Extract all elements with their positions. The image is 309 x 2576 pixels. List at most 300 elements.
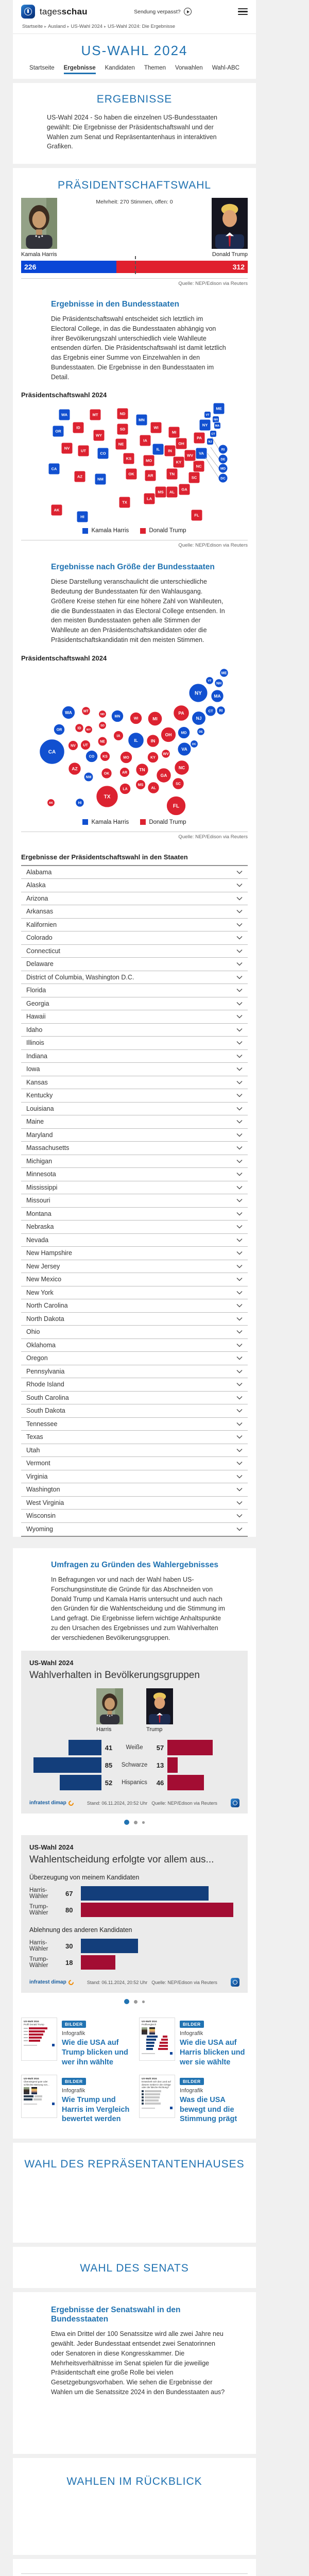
svg-text:ME: ME xyxy=(221,671,227,675)
svg-text:HI: HI xyxy=(80,514,84,519)
svg-text:ME: ME xyxy=(216,406,222,411)
map-state-AZ[interactable] xyxy=(74,471,85,482)
bubble-state-WA[interactable] xyxy=(62,706,75,719)
state-accordion-row[interactable]: Rhode Island xyxy=(21,1378,248,1392)
map-state-VA[interactable] xyxy=(196,448,207,459)
missed-show-link[interactable] xyxy=(134,8,191,15)
svg-text:OH: OH xyxy=(165,732,172,737)
teaser-title: Wie Trump und Harris im Vergleich bewertet werden xyxy=(62,2095,130,2124)
bubble-state-NY[interactable] xyxy=(189,683,208,702)
bubble-state-NV[interactable] xyxy=(68,740,78,750)
map-state-GA[interactable] xyxy=(179,484,190,495)
chevron-down-icon xyxy=(236,949,243,953)
missed-show-label: Sendung verpasst? xyxy=(134,8,181,15)
svg-text:RI: RI xyxy=(219,709,223,713)
breadcrumb-separator-icon: ▸ xyxy=(104,24,106,29)
map-state-ID[interactable] xyxy=(73,422,84,433)
map-state-AR[interactable] xyxy=(145,470,156,481)
state-accordion-row[interactable]: Illinois xyxy=(21,1037,248,1050)
bubble-state-OH[interactable] xyxy=(161,727,176,742)
teaser-kicker: Infografik xyxy=(62,2087,85,2094)
svg-text:IN: IN xyxy=(150,738,156,743)
map-state-AK[interactable] xyxy=(51,504,62,516)
chevron-down-icon xyxy=(236,909,243,913)
state-accordion-row[interactable]: District of Columbia, Washington D.C. xyxy=(21,971,248,985)
tab[interactable]: Themen xyxy=(144,65,166,71)
tab[interactable]: Startseite xyxy=(29,65,55,71)
map-state-NE[interactable] xyxy=(115,438,127,450)
map-state-SD[interactable] xyxy=(117,423,128,435)
map-state-WV[interactable] xyxy=(184,450,196,461)
legend-item: Kamala Harris xyxy=(82,528,129,534)
svg-text:TX: TX xyxy=(122,500,127,505)
svg-text:ID: ID xyxy=(76,425,80,430)
harris-name: Kamala Harris xyxy=(21,251,57,258)
map-state-CO[interactable] xyxy=(97,448,109,459)
chart-source: Quelle: NEP/Edison via Reuters xyxy=(151,1979,217,1985)
svg-text:VA: VA xyxy=(199,451,204,456)
teaser-card[interactable] xyxy=(21,2075,130,2125)
svg-text:WV: WV xyxy=(186,453,194,458)
chevron-down-icon xyxy=(236,1291,243,1295)
state-accordion-row[interactable]: New Hampshire xyxy=(21,1247,248,1260)
state-accordion-row[interactable]: Iowa xyxy=(21,1063,248,1076)
bubble-state-TX[interactable] xyxy=(96,785,118,807)
tab[interactable]: Wahl-ABC xyxy=(212,65,239,71)
page xyxy=(13,0,256,2576)
bubble-state-ID[interactable] xyxy=(75,723,83,732)
carousel-dot[interactable] xyxy=(142,1821,145,1824)
svg-text:MD: MD xyxy=(181,731,187,735)
trump-name: Donald Trump xyxy=(212,251,248,258)
state-accordion-row[interactable]: Kentucky xyxy=(21,1089,248,1103)
state-accordion-row[interactable]: Montana xyxy=(21,1208,248,1221)
chevron-down-icon xyxy=(236,1396,243,1400)
state-accordion-row[interactable]: Idaho xyxy=(21,1024,248,1037)
teaser-kicker: Infografik xyxy=(180,2030,203,2037)
bubble-state-NJ[interactable] xyxy=(192,711,206,725)
state-accordion-row[interactable]: Florida xyxy=(21,984,248,997)
state-accordion-row[interactable]: South Dakota xyxy=(21,1404,248,1418)
demographics-rows xyxy=(29,1739,239,1791)
carousel-dot[interactable] xyxy=(134,2000,138,2004)
chevron-down-icon xyxy=(236,1356,243,1360)
svg-text:SC: SC xyxy=(176,782,181,786)
trump-mini-photo xyxy=(149,2027,155,2035)
bubble-state-NC[interactable] xyxy=(175,760,189,774)
bubble-state-HI[interactable] xyxy=(76,798,84,806)
bubble-state-KS[interactable] xyxy=(100,751,110,761)
carousel-dot[interactable] xyxy=(134,1821,138,1824)
state-accordion-row[interactable]: Hawaii xyxy=(21,1010,248,1024)
map-state-LA[interactable] xyxy=(144,493,155,504)
state-accordion-row[interactable]: Missouri xyxy=(21,1194,248,1208)
bubble-state-MT[interactable] xyxy=(82,706,90,715)
svg-text:NH: NH xyxy=(214,418,218,422)
state-accordion-row[interactable]: Oregon xyxy=(21,1352,248,1365)
state-accordion-row[interactable]: Michigan xyxy=(21,1155,248,1168)
map-state-SC[interactable] xyxy=(188,472,200,483)
state-accordion-row[interactable]: Mississippi xyxy=(21,1181,248,1195)
bubble-state-SC[interactable] xyxy=(173,777,184,789)
carousel-dot[interactable] xyxy=(142,2001,145,2003)
bubble-state-OR[interactable] xyxy=(54,724,64,735)
bubble-state-AR[interactable] xyxy=(119,767,129,777)
breadcrumb-item[interactable]: Startseite ▸ xyxy=(22,24,47,29)
bubble-state-IL[interactable] xyxy=(128,732,144,748)
tagesschau-logo-icon[interactable] xyxy=(21,5,35,19)
svg-text:AZ: AZ xyxy=(72,766,78,771)
state-accordion-row[interactable]: West Virginia xyxy=(21,1497,248,1510)
bubble-state-DC[interactable] xyxy=(191,740,198,748)
state-accordion-row[interactable]: Oklahoma xyxy=(21,1339,248,1352)
bubble-state-CT[interactable] xyxy=(205,705,216,716)
chevron-down-icon xyxy=(236,1133,243,1137)
svg-text:MI: MI xyxy=(152,716,158,721)
map-state-FL[interactable] xyxy=(191,510,202,521)
legend-swatch xyxy=(140,819,146,825)
state-accordion-row[interactable]: North Dakota xyxy=(21,1313,248,1326)
play-icon[interactable] xyxy=(184,8,192,15)
map-state-NM[interactable] xyxy=(95,473,106,485)
reasons-chart xyxy=(21,1835,248,1993)
map-state-CA[interactable] xyxy=(48,463,60,474)
chevron-down-icon xyxy=(236,1435,243,1439)
bubble-state-MO[interactable] xyxy=(120,751,132,763)
state-accordion-row[interactable]: Wisconsin xyxy=(21,1510,248,1523)
svg-text:TX: TX xyxy=(104,794,111,800)
state-accordion-row[interactable]: Virginia xyxy=(21,1470,248,1484)
teaser-card[interactable] xyxy=(21,2018,130,2067)
bubble-state-KY[interactable] xyxy=(147,752,158,762)
senate-card xyxy=(13,2247,256,2288)
teaser-title: Was die USA bewegt und die Stimmung prägt xyxy=(180,2095,237,2124)
svg-text:CO: CO xyxy=(100,451,106,456)
svg-text:NV: NV xyxy=(71,744,76,748)
breadcrumb-separator-icon: ▸ xyxy=(44,24,47,29)
presidential-card xyxy=(13,168,256,1537)
bubble-state-SD[interactable] xyxy=(99,721,107,729)
map-state-VT[interactable] xyxy=(204,412,211,418)
ard-logo-icon xyxy=(231,1978,239,1987)
bubble-state-VA[interactable] xyxy=(178,742,191,755)
teaser-card[interactable] xyxy=(139,2018,248,2067)
map-state-MA[interactable] xyxy=(214,422,221,429)
bubble-state-IA[interactable] xyxy=(113,731,123,740)
demographics-row: 52 Hispanics 46 xyxy=(29,1774,239,1791)
bubble-state-CA[interactable] xyxy=(40,739,64,764)
tagesschau-wordmark[interactable] xyxy=(40,7,88,17)
bubble-state-DE[interactable] xyxy=(197,727,205,735)
map-state-OH[interactable] xyxy=(176,438,187,449)
chevron-down-icon xyxy=(236,923,243,927)
us-states-map xyxy=(13,399,256,526)
teaser-kicker: Infografik xyxy=(62,2030,85,2037)
bubble-state-WI[interactable] xyxy=(130,712,142,724)
bubble-state-IN[interactable] xyxy=(147,734,159,747)
svg-text:IA: IA xyxy=(143,438,147,443)
svg-text:WA: WA xyxy=(65,709,72,715)
state-accordion-row[interactable]: Nebraska xyxy=(21,1221,248,1234)
bubble-state-VT[interactable] xyxy=(206,676,214,684)
bubble-state-AZ[interactable] xyxy=(68,762,81,774)
map-state-RI[interactable] xyxy=(212,437,228,454)
bubble-state-UT[interactable] xyxy=(80,740,90,750)
state-accordion-row[interactable]: Kalifornien xyxy=(21,919,248,932)
tab[interactable]: Kandidaten xyxy=(105,65,135,71)
footer-accordion xyxy=(21,2573,248,2576)
state-accordion-row[interactable]: North Carolina xyxy=(21,1299,248,1313)
svg-text:OK: OK xyxy=(128,471,134,477)
chevron-down-icon xyxy=(236,1369,243,1374)
tab[interactable]: Ergebnisse xyxy=(64,65,96,74)
map-state-WY[interactable] xyxy=(93,430,105,441)
bubble-state-WV[interactable] xyxy=(162,749,170,757)
map-state-WI[interactable] xyxy=(150,422,162,433)
state-accordion-row[interactable]: Tennessee xyxy=(21,1418,248,1431)
state-accordion-row[interactable]: Utah xyxy=(21,1444,248,1458)
map-state-NH[interactable] xyxy=(213,416,219,423)
breadcrumb xyxy=(13,22,256,34)
page-title: US-WAHL 2024 xyxy=(81,43,188,58)
harris-caption: Harris xyxy=(96,1726,112,1733)
state-accordion-row[interactable]: Massachusetts xyxy=(21,1142,248,1155)
state-accordion-row[interactable]: Louisiana xyxy=(21,1103,248,1116)
svg-text:MD: MD xyxy=(220,467,226,471)
reasons-groups xyxy=(29,1874,239,1971)
bubble-state-FL[interactable] xyxy=(166,796,185,815)
map-state-IL[interactable] xyxy=(152,444,164,455)
state-accordion-row[interactable]: Ohio xyxy=(21,1326,248,1339)
chevron-down-icon xyxy=(236,1422,243,1426)
state-accordion-row[interactable]: Maryland xyxy=(21,1129,248,1142)
review-heading: WAHLEN IM RÜCKBLICK xyxy=(66,2475,202,2487)
chevron-down-icon xyxy=(236,1198,243,1202)
bubble-map-label: Präsidentschaftswahl 2024 xyxy=(21,654,107,662)
chevron-down-icon xyxy=(236,1120,243,1124)
bubble-state-ME[interactable] xyxy=(220,668,228,676)
state-accordion-row[interactable]: Nevada xyxy=(21,1234,248,1247)
hamburger-menu-icon[interactable] xyxy=(238,8,248,15)
svg-text:KY: KY xyxy=(176,460,182,465)
chevron-down-icon xyxy=(236,1159,243,1163)
state-accordion-row[interactable]: Colorado xyxy=(21,931,248,945)
site-footer xyxy=(13,2559,256,2576)
map-state-MI[interactable] xyxy=(168,427,180,438)
state-accordion-row[interactable]: Pennsylvania xyxy=(21,1365,248,1379)
footer-accordion-row[interactable] xyxy=(21,2574,248,2576)
map-state-AL[interactable] xyxy=(166,486,178,498)
svg-text:CA: CA xyxy=(51,466,57,471)
svg-text:WV: WV xyxy=(163,752,169,756)
section-tabs xyxy=(13,64,256,79)
trump-photo xyxy=(146,1688,173,1724)
chevron-down-icon xyxy=(236,883,243,887)
state-accordion-row[interactable]: Alabama xyxy=(21,866,248,879)
state-accordion-row[interactable]: Kansas xyxy=(21,1076,248,1090)
legend-swatch xyxy=(82,528,88,534)
state-accordion-row[interactable]: Texas xyxy=(21,1431,248,1444)
map-state-TX[interactable] xyxy=(119,497,130,508)
house-card xyxy=(13,2143,256,2243)
state-accordion-row[interactable]: Arizona xyxy=(21,892,248,906)
svg-text:OH: OH xyxy=(178,441,184,446)
chevron-down-icon xyxy=(236,1448,243,1452)
source-note: Quelle: NEP/Edison via Reuters xyxy=(178,281,248,286)
senate-results-heading: Ergebnisse der Senatswahl in den Bundesstaaten xyxy=(51,2306,181,2324)
state-accordion-row[interactable]: Washington xyxy=(21,1483,248,1497)
state-accordion-row[interactable]: Georgia xyxy=(21,997,248,1011)
bubble-state-MN[interactable] xyxy=(111,710,123,722)
chevron-down-icon xyxy=(236,1514,243,1518)
site-header xyxy=(13,0,256,79)
state-accordion-row[interactable]: Connecticut xyxy=(21,945,248,958)
map-state-HI[interactable] xyxy=(77,511,88,522)
carousel-dot[interactable] xyxy=(124,1820,129,1825)
chevron-down-icon xyxy=(236,1527,243,1531)
chevron-down-icon xyxy=(236,1080,243,1084)
svg-text:KS: KS xyxy=(126,456,132,461)
bubble-state-NM[interactable] xyxy=(84,772,93,782)
svg-text:NJ: NJ xyxy=(208,440,212,444)
majority-note: Mehrheit: 270 Stimmen, offen: 0 xyxy=(96,199,173,205)
state-accordion-row[interactable]: Vermont xyxy=(21,1457,248,1470)
map-state-MN[interactable] xyxy=(136,414,147,426)
bubble-state-CO[interactable] xyxy=(85,750,97,762)
bubble-state-AL[interactable] xyxy=(148,782,159,793)
map-state-KY[interactable] xyxy=(173,456,184,468)
bubble-state-GA[interactable] xyxy=(157,768,171,782)
svg-text:WI: WI xyxy=(153,425,159,430)
state-accordion-row[interactable]: New Mexico xyxy=(21,1273,248,1286)
svg-text:ID: ID xyxy=(77,726,81,731)
state-accordion-row[interactable]: Minnesota xyxy=(21,1168,248,1181)
states-section-text: Die Präsidentschaftswahl entscheidet sich letztlich im Electoral College, in das die Bundesstaaten abhängig von ihrer Bevölkerungszahl unterschiedlich viele Wahlleute entsenden dürfen. Die Präsidentschaftswahl ist damit letztlich das Ergebnis einer Summe von Einzelwahlen in den Bundesstaaten. Die Ergebnisse in den Bundesstaaten im Detail. xyxy=(51,315,226,381)
bubble-state-NH[interactable] xyxy=(215,679,223,687)
svg-text:FL: FL xyxy=(173,803,180,809)
map-state-IA[interactable] xyxy=(140,435,151,446)
infratest-arc-icon xyxy=(67,1979,75,1986)
state-accordion-row[interactable]: Arkansas xyxy=(21,905,248,919)
chevron-down-icon xyxy=(236,1212,243,1216)
svg-text:MT: MT xyxy=(92,412,98,417)
map-state-ND[interactable] xyxy=(117,408,128,419)
map-state-OR[interactable] xyxy=(53,426,64,437)
breadcrumb-item[interactable]: US-Wahl 2024: Die Ergebnisse xyxy=(107,24,176,29)
svg-text:KS: KS xyxy=(102,755,108,759)
polls-card xyxy=(13,1548,256,2139)
bubble-state-PA[interactable] xyxy=(174,705,190,721)
us-bubble-map xyxy=(13,662,256,817)
state-accordion-row[interactable]: Maine xyxy=(21,1115,248,1129)
map-state-ME[interactable] xyxy=(213,403,225,414)
state-accordion-row[interactable]: Wyoming xyxy=(21,1523,248,1536)
majority-marker xyxy=(135,256,136,274)
map-state-NJ[interactable] xyxy=(207,438,214,445)
bubble-state-TN[interactable] xyxy=(136,763,148,775)
demographics-row: 85 Schwarze 13 xyxy=(29,1756,239,1774)
chevron-down-icon xyxy=(236,1014,243,1019)
map-state-NY[interactable] xyxy=(199,419,211,431)
map-state-OK[interactable] xyxy=(126,468,137,480)
state-accordion-row[interactable]: Indiana xyxy=(21,1050,248,1063)
results-intro-card xyxy=(13,83,256,164)
state-accordion-row[interactable]: New Jersey xyxy=(21,1260,248,1274)
map-state-NV[interactable] xyxy=(61,443,73,454)
map-state-MT[interactable] xyxy=(90,409,101,420)
bubble-state-RI[interactable] xyxy=(217,706,225,714)
chevron-down-icon xyxy=(236,1238,243,1242)
breadcrumb-item[interactable]: US-Wahl 2024 ▸ xyxy=(71,24,106,29)
svg-text:MS: MS xyxy=(158,489,164,495)
svg-text:WY: WY xyxy=(86,728,91,732)
map-state-IN[interactable] xyxy=(164,445,176,456)
bubble-state-MS[interactable] xyxy=(135,779,145,789)
bubble-state-ND[interactable] xyxy=(99,710,107,718)
map-state-WA[interactable] xyxy=(59,409,70,420)
bubble-state-OK[interactable] xyxy=(101,768,112,778)
svg-text:TN: TN xyxy=(139,767,145,772)
map-state-MO[interactable] xyxy=(143,455,154,466)
svg-text:KY: KY xyxy=(150,756,156,760)
bubble-state-LA[interactable] xyxy=(119,783,130,794)
bubble-state-WY[interactable] xyxy=(85,725,93,733)
chart-title: Wahlverhalten in Bevölkerungsgruppen xyxy=(29,1670,200,1681)
map-state-MS[interactable] xyxy=(155,486,166,498)
teaser-card[interactable] xyxy=(139,2075,248,2125)
map-state-PA[interactable] xyxy=(194,432,205,444)
state-accordion-row[interactable]: Alaska xyxy=(21,879,248,892)
svg-text:VA: VA xyxy=(181,746,187,752)
svg-text:DE: DE xyxy=(220,457,226,462)
harris-photo xyxy=(21,198,57,249)
map-state-TN[interactable] xyxy=(166,468,178,480)
svg-text:CT: CT xyxy=(208,709,213,714)
state-accordion-row[interactable]: New York xyxy=(21,1286,248,1300)
map-state-KS[interactable] xyxy=(123,453,134,464)
bubble-state-AK[interactable] xyxy=(47,799,55,806)
bubble-state-MA[interactable] xyxy=(211,689,224,702)
chevron-down-icon xyxy=(236,1382,243,1386)
state-accordion-row[interactable]: South Carolina xyxy=(21,1392,248,1405)
breadcrumb-item[interactable]: Ausland ▸ xyxy=(48,24,70,29)
bubble-state-MI[interactable] xyxy=(148,711,162,726)
map-legend xyxy=(13,817,256,826)
svg-text:MO: MO xyxy=(145,458,152,463)
chevron-down-icon xyxy=(236,1461,243,1465)
bubble-state-MD[interactable] xyxy=(178,726,190,738)
state-accordion-row[interactable]: Delaware xyxy=(21,958,248,971)
svg-text:MT: MT xyxy=(83,709,89,714)
carousel-dot[interactable] xyxy=(124,1999,129,2004)
bubble-state-NE[interactable] xyxy=(98,737,107,746)
svg-text:NC: NC xyxy=(196,464,202,469)
map-state-NC[interactable] xyxy=(193,461,204,472)
map-state-UT[interactable] xyxy=(78,445,89,456)
svg-text:DC: DC xyxy=(192,742,196,746)
polls-text: In Befragungen vor und nach der Wahl haben US-Forschungsinstitute die Gründe für das Abschneiden von Donald Trump und Kamala Harris untersucht und auch nach den Gründen für die Wahlentscheidung und die Stimmung im Land gefragt. Die Ergebnisse liefern wichtige Anhaltspunkte zu den Ursachen des Ergebnisses und zum Wahlverhalten der verschiedenen Bevölkerungsgruppen. xyxy=(51,1576,225,1641)
infratest-arc-icon xyxy=(67,1800,75,1807)
svg-text:TN: TN xyxy=(169,471,175,477)
svg-text:SD: SD xyxy=(119,427,126,432)
tab[interactable]: Vorwahlen xyxy=(175,65,203,71)
geo-map-label: Präsidentschaftswahl 2024 xyxy=(21,391,107,399)
map-state-CT[interactable] xyxy=(210,431,217,437)
svg-text:MI: MI xyxy=(171,430,177,435)
chevron-down-icon xyxy=(236,936,243,940)
teaser-title: Wie die USA auf Trump blicken und wer ihn wählte xyxy=(62,2039,128,2066)
states-section-heading: Ergebnisse in den Bundesstaaten xyxy=(51,300,179,309)
